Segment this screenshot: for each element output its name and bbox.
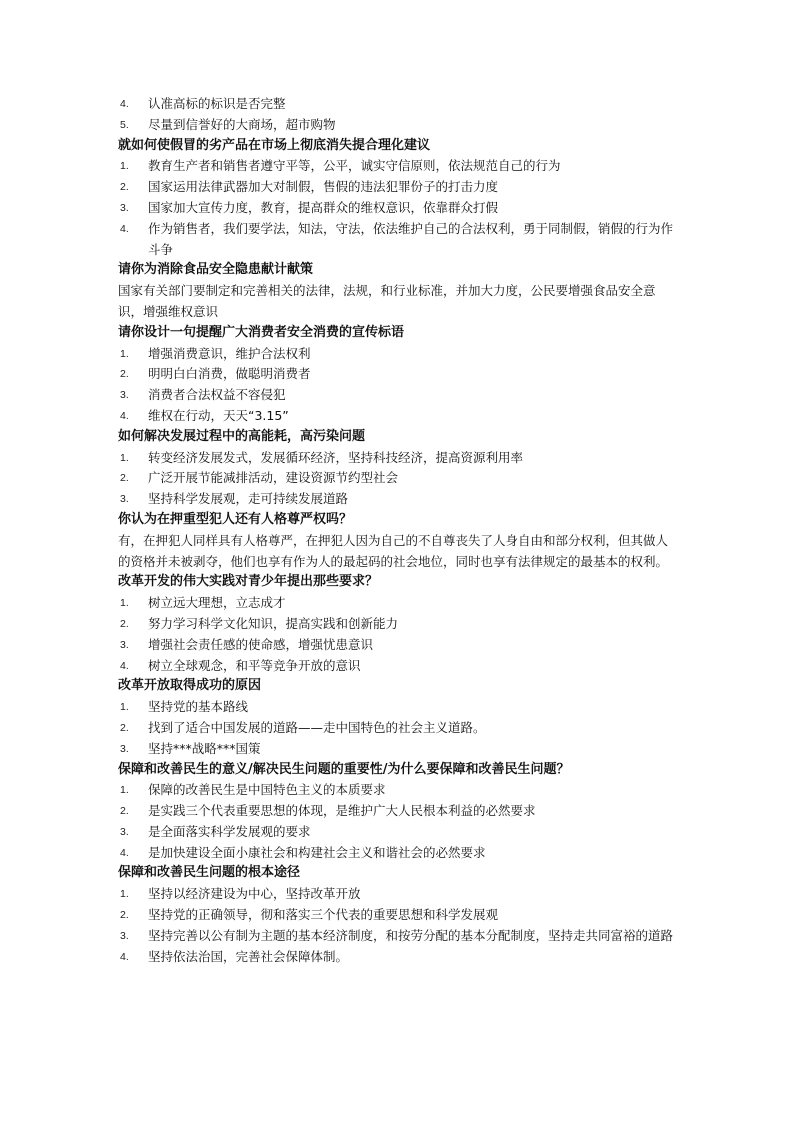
list-item <box>118 385 678 406</box>
item-number: 3. <box>120 389 129 402</box>
section-livelihood-approach <box>118 863 678 967</box>
item-number: 2. <box>120 805 129 818</box>
item-number: 3. <box>120 929 129 942</box>
item-number: 4. <box>120 659 129 672</box>
item-text: 增强社会责任感的使命感，增强忧患意识 <box>148 636 374 652</box>
list-item <box>118 801 678 822</box>
section-fake-products <box>118 136 678 261</box>
list-item <box>118 697 678 718</box>
item-text: 坚持党的基本路线 <box>148 699 249 715</box>
item-number: 1. <box>120 451 129 464</box>
list-item <box>118 489 678 510</box>
list-item <box>118 884 678 905</box>
item-number: 2. <box>120 721 129 734</box>
list-item <box>118 115 678 136</box>
item-text: 是加快建设全面小康社会和构建社会主义和谐社会的必然要求 <box>148 844 486 860</box>
item-number: 4. <box>120 98 129 110</box>
item-text: 认准高标的标识是否完整 <box>148 96 286 111</box>
item-text: 作为销售者，我们要学法，知法，守法，依法维护自己的合法权利，勇于同制假，销假的行为作斗争 <box>148 220 674 257</box>
section-energy-pollution <box>118 427 678 510</box>
section-heading: 改革开发的伟大实践对青少年提出那些要求？ <box>118 574 379 590</box>
list-item <box>118 593 678 614</box>
item-number: 3. <box>120 493 129 506</box>
item-number: 5. <box>120 118 129 131</box>
list-item <box>118 198 678 219</box>
list-item <box>118 448 678 469</box>
section-heading: 就如何使假冒的劣产品在市场上彻底消失提合理化建议 <box>118 137 431 153</box>
list-item <box>118 635 678 656</box>
list-item <box>118 822 678 843</box>
item-text: 坚持***战略***国策 <box>148 740 261 756</box>
item-text: 尽量到信誉好的大商场，超市购物 <box>148 116 336 132</box>
item-number: 4. <box>120 950 129 963</box>
list-item <box>118 947 678 968</box>
section-heading: 保障和改善民生问题的根本途径 <box>118 865 301 881</box>
item-text: 找到了适合中国发展的道路——走中国特色的社会主义道路。 <box>148 719 486 735</box>
list-item <box>118 177 678 198</box>
item-text: 坚持党的正确领导，彻和落实三个代表的重要思想和科学发展观 <box>148 907 499 923</box>
list-item <box>118 156 678 177</box>
list-item <box>118 406 678 427</box>
item-number: 2. <box>120 368 129 381</box>
item-text: 明明白白消费，做聪明消费者 <box>148 366 311 382</box>
item-number: 2. <box>120 617 129 630</box>
item-text: 国家运用法律武器加大对制假，售假的违法犯罪份子的打击力度 <box>148 179 499 195</box>
section-heading: 请你设计一句提醒广大消费者安全消费的宣传标语 <box>118 324 405 340</box>
item-number: 4. <box>120 222 129 235</box>
item-number: 2. <box>120 181 129 194</box>
item-text: 国家加大宣传力度，教育，提高群众的维权意识，依靠群众打假 <box>148 199 499 215</box>
item-text: 是实践三个代表重要思想的体现，是维护广大人民根本利益的必然要求 <box>148 803 536 819</box>
item-text: 教育生产者和销售者遵守平等，公平，诚实守信原则，依法规范自己的行为 <box>148 158 561 174</box>
item-text: 坚持科学发展观，走可持续发展道路 <box>148 491 349 507</box>
section-reform-success <box>118 676 678 759</box>
list-continuation <box>118 94 678 136</box>
item-text: 树立远大理想，立志成才 <box>148 595 286 611</box>
list-item <box>118 718 678 739</box>
section-slogans <box>118 323 678 427</box>
section-youth-requirements <box>118 572 678 676</box>
document-page <box>118 94 678 967</box>
item-number: 3. <box>120 742 129 755</box>
item-number: 1. <box>120 888 129 901</box>
list-item <box>118 905 678 926</box>
item-text: 坚持完善以公有制为主题的基本经济制度，和按劳分配的基本分配制度，坚持走共同富裕的道路 <box>148 927 674 943</box>
item-number: 3. <box>120 825 129 838</box>
item-text: 维权在行动，天天“3.15” <box>148 407 289 423</box>
section-paragraph: 国家有关部门要制定和完善相关的法律，法规，和行业标准，并加大力度，公民要增强食品安全意识，增强维权意识 <box>118 283 656 319</box>
list-item <box>118 364 678 385</box>
item-number: 4. <box>120 409 129 422</box>
section-paragraph: 有，在押犯人同样具有人格尊严，在押犯人因为自己的不自尊丧失了人身自由和部分权利，但其做人的资格并未被剥夺，他们也享有作为人的最起码的社会地位，同时也享有法律规定的最基本的权利。 <box>118 532 669 569</box>
item-number: 2. <box>120 909 129 922</box>
item-number: 1. <box>120 784 129 797</box>
item-number: 2. <box>120 472 129 485</box>
list-item <box>118 219 678 261</box>
item-text: 保障的改善民生是中国特色主义的本质要求 <box>148 782 386 798</box>
list-item <box>118 94 678 115</box>
item-number: 4. <box>120 846 129 859</box>
item-number: 1. <box>120 597 129 610</box>
section-heading: 如何解决发展过程中的高能耗，高污染问题 <box>118 428 366 444</box>
item-text: 努力学习科学文化知识，提高实践和创新能力 <box>148 615 399 631</box>
section-prisoner-dignity <box>118 510 678 572</box>
item-number: 1. <box>120 347 129 360</box>
item-number: 3. <box>120 201 129 214</box>
item-text: 坚持依法治国，完善社会保障体制。 <box>148 948 349 964</box>
list-item <box>118 843 678 864</box>
section-heading: 保障和改善民生的意义/解决民生问题的重要性/为什么要保障和改善民生问题？ <box>118 761 570 777</box>
section-heading: 你认为在押重型犯人还有人格尊严权吗？ <box>118 511 353 527</box>
section-food-safety <box>118 260 678 322</box>
item-text: 广泛开展节能减排活动，建设资源节约型社会 <box>148 470 399 486</box>
list-item <box>118 614 678 635</box>
item-number: 3. <box>120 638 129 651</box>
list-item <box>118 780 678 801</box>
list-item <box>118 344 678 365</box>
item-number: 1. <box>120 701 129 714</box>
item-text: 增强消费意识，维护合法权利 <box>148 345 311 361</box>
section-heading: 请你为消除食品安全隐患献计献策 <box>118 262 314 278</box>
list-item <box>118 739 678 760</box>
list-item <box>118 926 678 947</box>
item-text: 消费者合法权益不容侵犯 <box>148 387 286 403</box>
section-livelihood-significance <box>118 760 678 864</box>
item-text: 树立全球观念，和平等竞争开放的意识 <box>148 657 361 673</box>
list-item <box>118 468 678 489</box>
item-text: 坚持以经济建设为中心，坚持改革开放 <box>148 886 361 902</box>
item-number: 1. <box>120 160 129 173</box>
section-heading: 改革开放取得成功的原因 <box>118 678 262 694</box>
item-text: 是全面落实科学发展观的要求 <box>148 823 311 839</box>
list-item <box>118 656 678 677</box>
item-text: 转变经济发展发式，发展循环经济，坚持科技经济，提高资源利用率 <box>148 449 524 465</box>
